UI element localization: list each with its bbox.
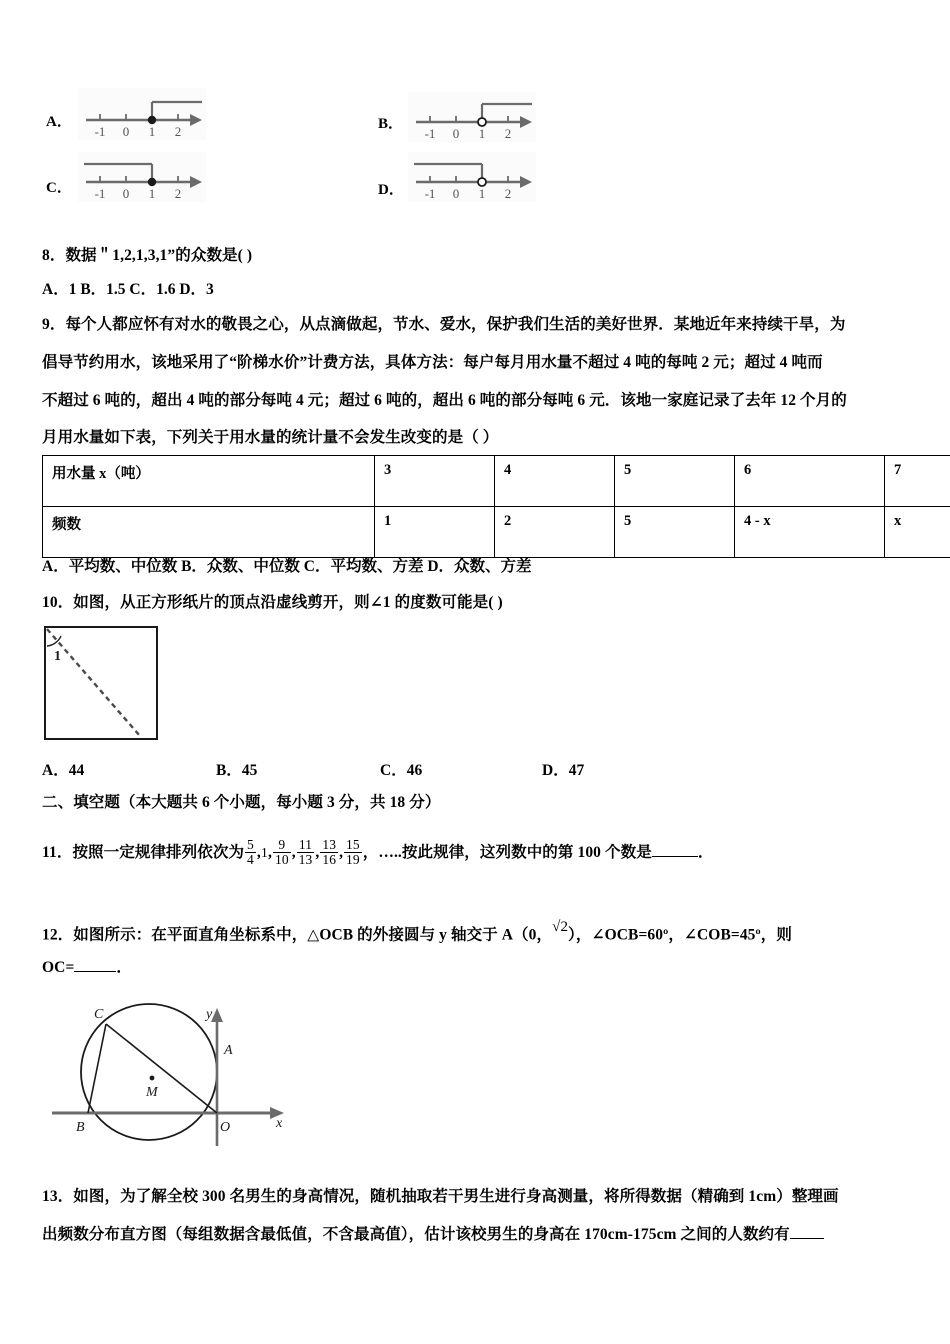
table-cell-frequency-4: 4 - x [735,507,885,558]
question-10-option-c[interactable]: C．46 [380,762,423,779]
question-9-line-1: 9．每个人都应怀有对水的敬畏之心，从点滴做起，节水、爱水，保护我们生活的美好世界．某地近年来持续干旱，为 [42,316,846,333]
question-10-figure [42,624,160,747]
question-10-stem: 10．如图，从正方形纸片的顶点沿虚线剪开，则∠1 的度数可能是( ) [42,594,503,611]
question-13-line-2 [42,1222,824,1248]
label-a: A [224,1043,233,1058]
number-line-c [78,152,206,202]
table-cell-usage-5: 7 [885,456,950,507]
table-cell-header-usage: 用水量 x（吨） [43,456,375,507]
table-cell-usage-4: 6 [735,456,885,507]
label-y-axis: y [206,1007,213,1022]
svg-text:-1: -1 [94,186,106,201]
question-13-line-1: 13．如图，为了解全校 300 名男生的身高情况，随机抽取若干男生进行身高测量，将所得数据（精确到 1cm）整理画 [42,1188,839,1205]
table-cell-frequency-1: 1 [375,507,495,558]
number-line-d [408,152,536,202]
question-10-option-d[interactable]: D．47 [542,762,585,779]
question-12-part-3: OC= [42,959,75,976]
sequence-separator-4: , [315,844,320,862]
label-x-axis: x [276,1116,283,1131]
choice-c-letter: C． [46,180,72,196]
choice-d-letter: D． [378,182,404,198]
question-11-answer-blank[interactable] [652,843,698,857]
svg-text:1: 1 [478,186,486,201]
svg-text:0: 0 [452,126,460,141]
svg-text:-1: -1 [424,186,436,201]
question-12-part-2: ），∠OCB=60º，∠COB=45º，则 [568,926,792,944]
sequence-separator-3: , [291,844,296,862]
question-11 [42,838,713,869]
table-cell-usage-3: 5 [615,456,735,507]
svg-text:0: 0 [122,124,130,139]
table-cell-frequency-2: 2 [495,507,615,558]
question-9-line-2: 倡导节约用水，该地采用了“阶梯水价”计费方法，具体方法：每户每月用水量不超过 4 吨的每吨 2 元；超过 4 吨而 [42,354,823,371]
question-8-options: A．1 B．1.5 C．1.6 D．3 [42,281,214,298]
label-m: M [146,1085,158,1100]
question-8-stem: 8．数据＂1,2,1,3,1”的众数是( ) [42,247,253,264]
label-o: O [220,1120,231,1135]
question-9-line-3: 不超过 6 吨的，超出 4 吨的部分每吨 4 元；超过 6 吨的，超出 6 吨的部分每吨 6 元．该地一家庭记录了去年 12 个月的 [42,392,847,409]
fraction-3: $\frac{11}{13}$ [298,837,313,868]
question-10-option-b[interactable]: B．45 [216,762,258,779]
fraction-2: $\frac{9}{10}$ [274,837,289,868]
label-c: C [94,1007,104,1022]
question-12-part-4: ． [116,959,132,976]
question-12-line-2 [42,955,132,981]
question-11-end: ． [697,844,714,862]
svg-text:-1: -1 [424,126,436,141]
sequence-separator-2: , [268,844,272,862]
fraction-4: $\frac{13}{16}$ [322,837,337,868]
label-b: B [76,1120,85,1135]
choice-b-letter: B． [378,116,404,132]
table-cell-usage-2: 4 [495,456,615,507]
question-12-answer-blank[interactable] [74,958,116,972]
fraction-5: $\frac{15}{19}$ [346,837,360,868]
question-11-suffix: ，…..按此规律，这列数中的第 100 个数是 [362,844,652,862]
section-2-heading: 二、填空题（本大题共 6 个小题，每小题 3 分，共 18 分） [42,794,441,811]
question-11-prefix: 11．按照一定规律排列依次为 [42,844,245,862]
sequence-whole-1: 1 [260,846,268,862]
question-12-line-1 [42,912,792,950]
question-13-answer-blank[interactable] [790,1225,824,1239]
svg-text:2: 2 [504,126,512,141]
table-cell-frequency-5: x [885,507,950,558]
question-9-line-4: 月用水量如下表，下列关于用水量的统计量不会发生改变的是（ ） [42,429,499,446]
table-row [43,507,950,558]
question-9-options: A．平均数、中位数 B．众数、中位数 C．平均数、方差 D．众数、方差 [42,558,532,575]
number-line-b [408,92,536,142]
svg-text:1: 1 [148,186,156,201]
sqrt-2-radical: √2 [552,919,569,935]
choice-a-letter: A． [46,114,72,130]
number-line-a [78,88,206,140]
table-cell-header-frequency: 频数 [43,507,375,558]
svg-text:2: 2 [174,124,182,139]
svg-text:-1: -1 [94,124,106,139]
question-12-part-1: 12．如图所示：在平面直角坐标系中，△OCB 的外接圆与 y 轴交于 A（0， [42,926,553,944]
svg-text:0: 0 [452,186,460,201]
sequence-separator-1: , [256,844,261,862]
svg-text:2: 2 [174,186,182,201]
svg-text:2: 2 [504,186,512,201]
question-12-figure [44,994,294,1164]
svg-text:0: 0 [122,186,130,201]
svg-text:1: 1 [148,124,156,139]
table-cell-frequency-3: 5 [615,507,735,558]
svg-text:1: 1 [478,126,486,141]
question-10-option-a[interactable]: A．44 [42,762,85,779]
fraction-1: $\frac{5}{4}$ [247,837,254,868]
table-cell-usage-1: 3 [375,456,495,507]
question-13-text: 出频数分布直方图（每组数据含最低值，不含最高值），估计该校男生的身高在 170cm‐175cm 之间的人数约有 [42,1226,790,1243]
table-row [43,456,950,507]
water-usage-table [42,455,950,558]
sequence-separator-5: , [339,844,344,862]
angle-1-label: 1 [54,649,61,664]
